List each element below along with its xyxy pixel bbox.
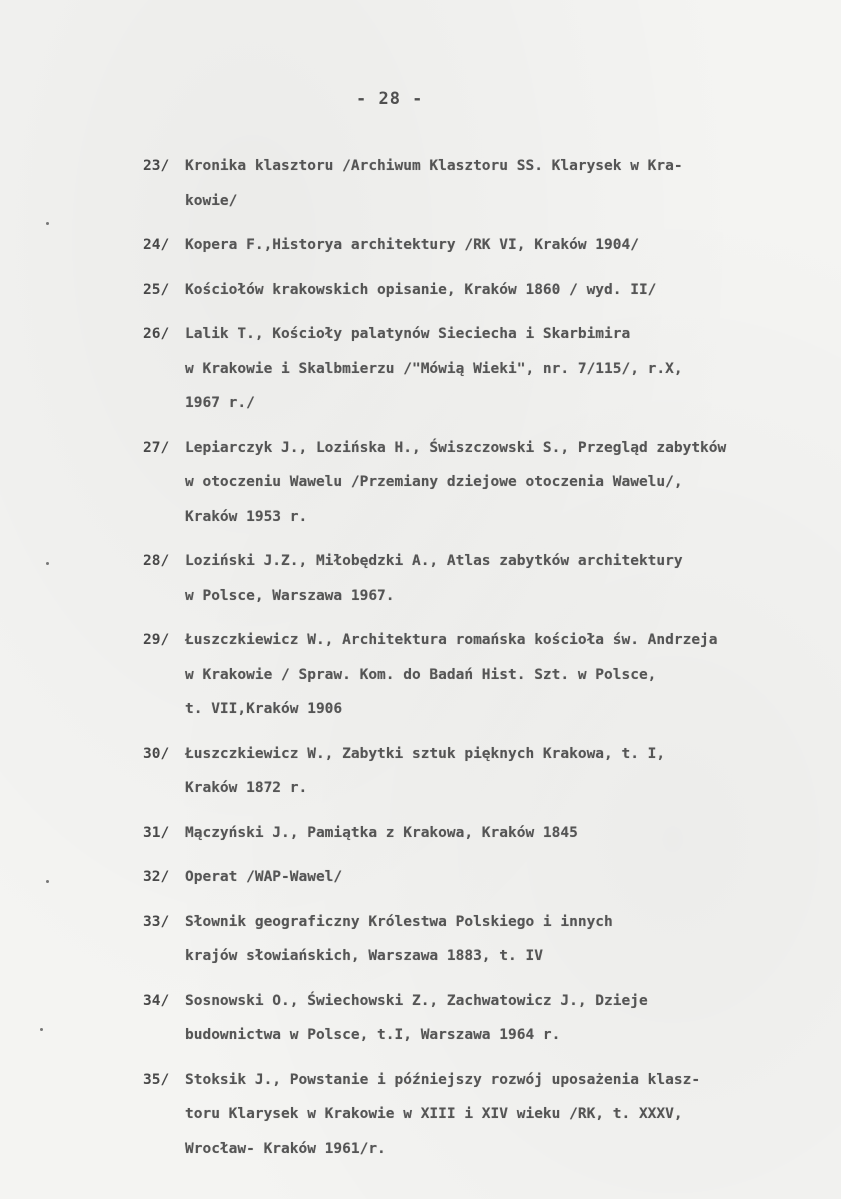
entry-text — [185, 816, 833, 851]
paper-speck — [46, 880, 49, 883]
entry-line: w Polsce, Warszawa 1967. — [185, 587, 395, 604]
bibliography-entry — [143, 860, 833, 895]
entry-line: Łuszczkiewicz W., Architektura romańska kościoła św. Andrzeja — [185, 632, 718, 648]
bibliography-entry — [143, 149, 833, 218]
entry-number: 28/ — [143, 553, 170, 569]
page-number: - 28 - — [356, 89, 424, 109]
entry-text — [185, 317, 833, 421]
entry-line: Mączyński J., Pamiątka z Krakowa, Kraków 1845 — [185, 824, 578, 841]
entry-line: Kraków 1953 r. — [185, 508, 308, 525]
entry-line: Słownik geograficzny Królestwa Polskiego i innych — [185, 913, 613, 930]
entry-text — [185, 623, 833, 727]
bibliography-entry — [143, 816, 833, 851]
entry-line: Stoksik J., Powstanie i późniejszy rozwój uposażenia klasz- — [185, 1071, 701, 1088]
entry-line: 1967 r./ — [185, 395, 255, 411]
entry-number: 34/ — [143, 992, 170, 1009]
bibliography-entry — [143, 1063, 833, 1167]
entry-line: Łuszczkiewicz W., Zabytki sztuk pięknych Krakowa, t. I, — [185, 745, 666, 762]
entry-text — [185, 984, 833, 1053]
entry-number: 27/ — [143, 439, 170, 456]
entry-line: w otoczeniu Wawelu /Przemiany dziejowe otoczenia Wawelu/, — [185, 474, 683, 490]
bibliography-entry — [143, 984, 833, 1053]
entry-number: 32/ — [143, 869, 170, 885]
entry-line: kowie/ — [185, 192, 238, 209]
entry-text — [185, 737, 833, 806]
bibliography-entry — [143, 431, 833, 535]
entry-line: Loziński J.Z., Miłobędzki A., Atlas zabytków architektury — [185, 553, 683, 569]
entry-line: Sosnowski O., Świechowski Z., Zachwatowicz J., Dzieje — [185, 992, 648, 1009]
entry-line: Kronika klasztoru /Archiwum Klasztoru SS. Klarysek w Kra- — [185, 158, 683, 174]
entry-number: 24/ — [143, 237, 170, 253]
entry-line: Kościołów krakowskich opisanie, Kraków 1860 / wyd. II/ — [185, 281, 657, 298]
entry-text — [185, 149, 833, 218]
entry-number: 23/ — [143, 158, 170, 174]
entry-line: Lalik T., Kościoły palatynów Sieciecha i Skarbimira — [185, 326, 631, 342]
paper-speck — [40, 1028, 43, 1031]
entry-line: Wrocław- Kraków 1961/r. — [185, 1140, 386, 1157]
entry-line: budownictwa w Polsce, t.I, Warszawa 1964 r. — [185, 1027, 561, 1043]
entry-line: Operat /WAP-Wawel/ — [185, 869, 343, 885]
entry-number: 26/ — [143, 326, 170, 342]
entry-text — [185, 905, 833, 974]
entry-line: w Krakowie i Skalbmierzu /"Mówią Wieki", nr. 7/115/, r.X, — [185, 360, 683, 377]
paper-speck — [46, 222, 49, 225]
entry-number: 35/ — [143, 1071, 170, 1088]
entry-line: Lepiarczyk J., Lozińska H., Świszczowski S., Przegląd zabytków — [185, 439, 727, 456]
entry-text — [185, 860, 833, 895]
paper-speck — [46, 562, 49, 565]
entry-number: 29/ — [143, 632, 170, 648]
entry-text — [185, 273, 833, 308]
entry-text — [185, 228, 833, 263]
entry-line: t. VII,Kraków 1906 — [185, 701, 343, 717]
entry-line: Kopera F.,Historya architektury /RK VI, Kraków 1904/ — [185, 237, 639, 253]
bibliography-entry — [143, 317, 833, 421]
bibliography-entry — [143, 544, 833, 613]
bibliography-entry — [143, 273, 833, 308]
entry-line: toru Klarysek w Krakowie w XIII i XIV wieku /RK, t. XXXV, — [185, 1106, 683, 1122]
entry-number: 33/ — [143, 913, 170, 930]
entry-line: krajów słowiańskich, Warszawa 1883, t. IV — [185, 948, 543, 964]
bibliography-entry — [143, 905, 833, 974]
bibliography-entry — [143, 737, 833, 806]
bibliography-entry — [143, 228, 833, 263]
entry-number: 30/ — [143, 745, 170, 762]
entry-line: w Krakowie / Spraw. Kom. do Badań Hist. Szt. w Polsce, — [185, 666, 657, 683]
entry-line: Kraków 1872 r. — [185, 780, 308, 796]
bibliography-list — [143, 149, 833, 1176]
entry-number: 31/ — [143, 824, 170, 841]
entry-number: 25/ — [143, 281, 170, 298]
bibliography-entry — [143, 623, 833, 727]
entry-text — [185, 431, 833, 535]
entry-text — [185, 1063, 833, 1167]
entry-text — [185, 544, 833, 613]
